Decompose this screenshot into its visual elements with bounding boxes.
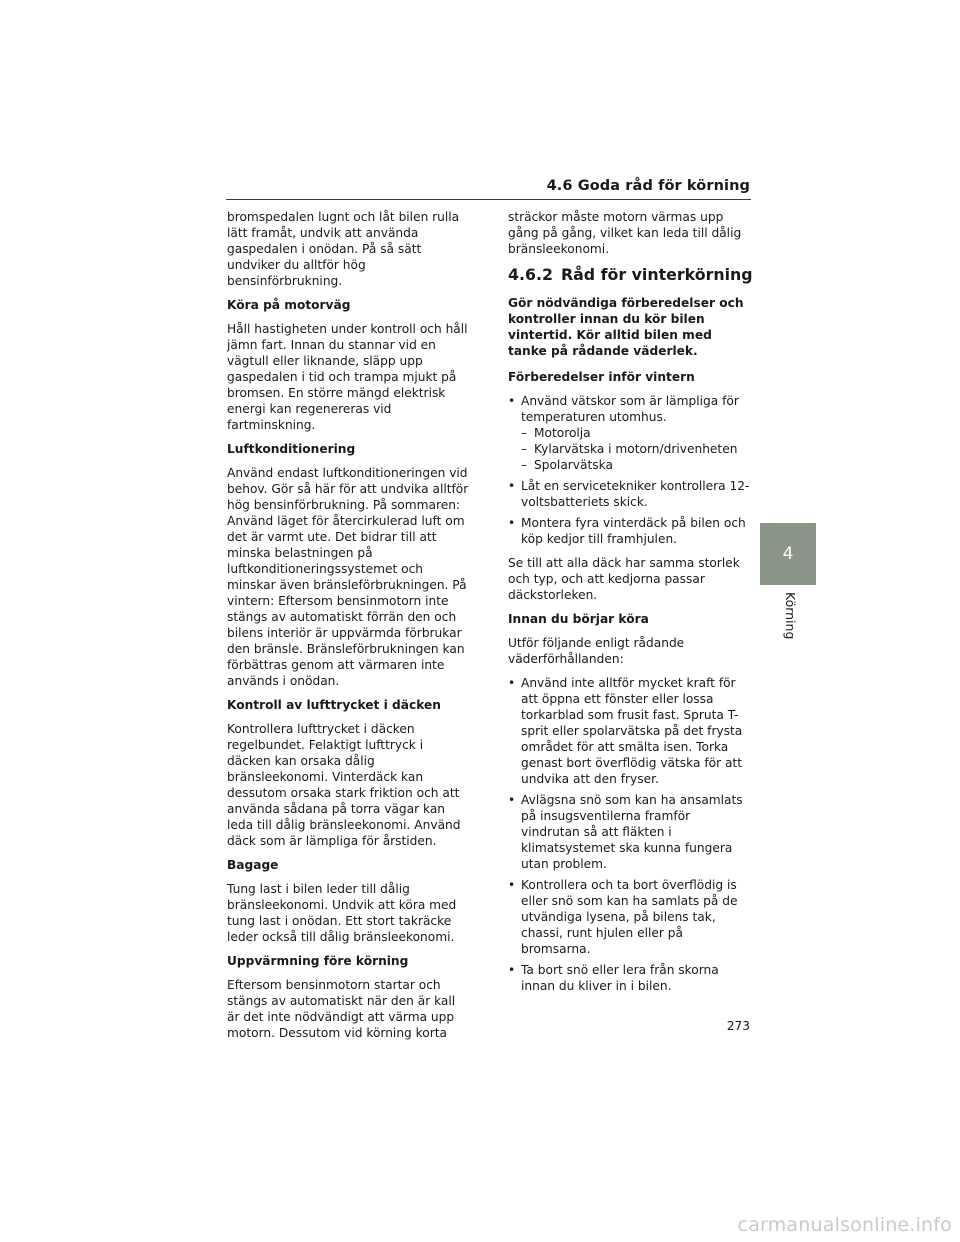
bullet-list-before-driving	[508, 675, 750, 994]
list-item-text: Kylarvätska i motorn/drivenheten	[534, 442, 738, 456]
bullet-icon: •	[508, 394, 516, 408]
list-item	[508, 393, 750, 473]
list-item-text: Kontrollera och ta bort överflödig is eller snö som kan ha samlats på de utvändiga lysena, på bilens tak, chassi, runt hjulen eller på bromsarna.	[521, 878, 738, 956]
section-heading	[508, 265, 753, 285]
paragraph: Se till att alla däck har samma storlek och typ, och att kedjorna passar däckstorleken.	[508, 556, 740, 602]
list-item-text: Ta bort snö eller lera från skorna innan du kliver in i bilen.	[521, 963, 719, 993]
subheading-motorway: Köra på motorväg	[227, 298, 351, 312]
dash-icon: –	[521, 458, 528, 472]
chapter-label: Körning	[783, 592, 798, 640]
lead-paragraph: Gör nödvändiga förberedelser och kontroller innan du kör bilen vintertid. Kör alltid bilen med tanke på rådande väderlek.	[508, 296, 744, 358]
subheading-before-driving: Innan du börjar köra	[508, 612, 649, 626]
list-item	[508, 877, 750, 957]
subheading-tyre-pressure: Kontroll av lufttrycket i däcken	[227, 698, 441, 712]
bullet-icon: •	[508, 516, 516, 530]
list-item	[508, 515, 750, 547]
subheading-luggage: Bagage	[227, 858, 279, 872]
list-item	[521, 425, 750, 441]
list-item-text: Avlägsna snö som kan ha ansamlats på insugsventilerna framför vindrutan så att fläkten i klimatsystemet ska kunna fungera utan problem.	[521, 793, 743, 871]
chapter-number: 4	[782, 544, 794, 564]
bullet-list-prep	[508, 393, 750, 547]
list-item-text: Använd inte alltför mycket kraft för att öppna ett fönster eller lossa torkarblad som frusit fast. Spruta T-sprit eller spolarvätska på det frysta området för att smälta isen. Torka genast bort överflödig vätska för att undvika att den fryser.	[521, 676, 743, 786]
list-item	[508, 478, 750, 510]
list-item	[521, 457, 750, 473]
bullet-icon: •	[508, 878, 516, 892]
paragraph: Kontrollera lufttrycket i däcken regelbundet. Felaktigt lufttryck i däcken kan orsaka dålig bränsleekonomi. Vinterdäck kan dessutom orsaka stark friktion och att använda sådana på torra vägar kan leda till dålig bränsleekonomi. Använd däck som är lämpliga för årstiden.	[227, 722, 461, 848]
paragraph: Eftersom bensinmotorn startar och stängs av automatiskt när den är kall är det inte nödvändigt att värma upp motorn. Dessutom vid körning korta	[227, 978, 456, 1040]
header-divider	[226, 199, 751, 200]
paragraph: sträckor måste motorn värmas upp gång på gång, vilket kan leda till dålig bränsleekonomi.	[508, 210, 742, 256]
chapter-tab	[760, 523, 816, 585]
paragraph: Håll hastigheten under kontroll och håll jämn fart. Innan du stannar vid en vägtull eller liknande, släpp upp gaspedalen i tid och trampa mjukt på bromsen. En större mängd elektrisk energi kan regenereras vid fartminskning.	[227, 322, 468, 432]
list-item	[508, 962, 750, 994]
right-column	[508, 209, 753, 1002]
dash-icon: –	[521, 442, 528, 456]
paragraph: Utför följande enligt rådande väderförhållanden:	[508, 636, 685, 666]
list-item	[521, 441, 750, 457]
list-item-text: Motorolja	[534, 426, 591, 440]
subheading-air-conditioning: Luftkonditionering	[227, 442, 356, 456]
dash-icon: –	[521, 426, 528, 440]
left-column	[227, 209, 469, 1049]
section-number: 4.6.2	[508, 265, 553, 284]
bullet-icon: •	[508, 793, 516, 807]
dash-list-fluids	[521, 425, 750, 473]
list-item-text: Spolarvätska	[534, 458, 613, 472]
subheading-warmup: Uppvärmning före körning	[227, 954, 409, 968]
paragraph: Använd endast luftkonditioneringen vid behov. Gör så här för att undvika alltför hög bensinförbrukning. På sommaren: Använd läget för återcirkulerad luft om det är varmt ute. Det bidrar till att minska belastningen på luftkonditioneringssystemet och minskar även bränsleförbrukningen. På vintern: Eftersom bensinmotorn inte stängs av automatiskt förrän den och bilens interiör är uppvärmda förbrukar den bränsle. Bränsleförbrukningen kan förbättras genom att värmaren inte används i onödan.	[227, 466, 469, 688]
page-number: 273	[726, 1019, 750, 1033]
subheading-winter-prep: Förberedelser inför vintern	[508, 370, 695, 384]
list-item	[508, 675, 750, 787]
bullet-icon: •	[508, 963, 516, 977]
section-title: Råd för vinterkörning	[560, 265, 753, 284]
section-header-title: 4.6 Goda råd för körning	[546, 178, 750, 194]
list-item	[508, 792, 750, 872]
bullet-icon: •	[508, 676, 516, 690]
list-item-text: Montera fyra vinterdäck på bilen och köp kedjor till framhjulen.	[521, 516, 746, 546]
watermark: carmanualsonline.info	[737, 1214, 952, 1236]
list-item-text: Använd vätskor som är lämpliga för temperaturen utomhus.	[521, 394, 739, 424]
list-item-text: Låt en servicetekniker kontrollera 12-voltsbatteriets skick.	[521, 479, 750, 509]
paragraph: bromspedalen lugnt och låt bilen rulla lätt framåt, undvik att använda gaspedalen i onödan. På så sätt undviker du alltför hög bensinförbrukning.	[227, 210, 460, 288]
paragraph: Tung last i bilen leder till dålig bränsleekonomi. Undvik att köra med tung last i onödan. Ett stort takräcke leder också till dålig bränsleekonomi.	[227, 882, 457, 944]
bullet-icon: •	[508, 479, 516, 493]
